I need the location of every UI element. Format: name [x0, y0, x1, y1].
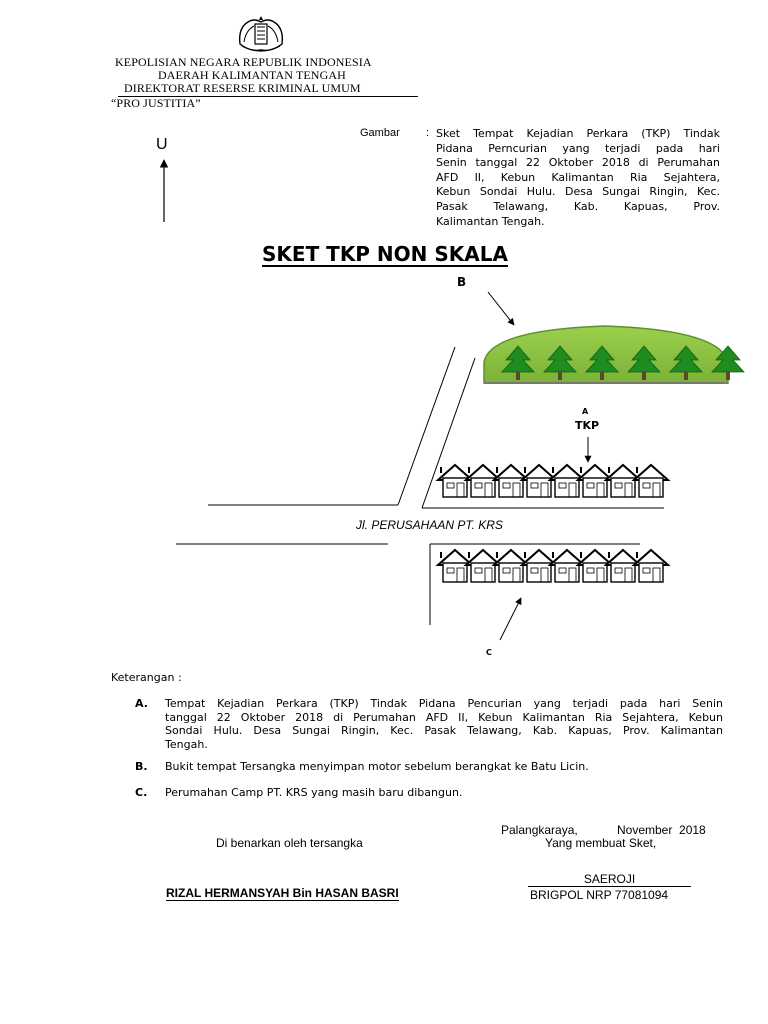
label-a: A	[582, 407, 589, 416]
gambar-line: Senin tanggal 22 Oktober 2018 di Perumahan	[436, 156, 720, 170]
sketch-title: SKET TKP NON SKALA	[262, 242, 508, 266]
item-text-c: Perumahan Camp PT. KRS yang masih baru dibangun.	[165, 786, 463, 799]
label-b: B	[457, 275, 467, 289]
arrow-b	[488, 292, 514, 325]
item-text-a	[165, 697, 723, 751]
header-line-1: KEPOLISIAN NEGARA REPUBLIK INDONESIA	[115, 55, 372, 69]
road-label: Jl. PERUSAHAAN PT. KRS	[356, 518, 503, 532]
item-line: Tempat Kejadian Perkara (TKP) Tindak Pidana Pencurian yang terjadi pada hari Senin	[165, 697, 723, 710]
item-line: Tengah.	[165, 737, 208, 751]
item-text-b: Bukit tempat Tersangka menyimpan motor sebelum berangkat ke Batu Licin.	[165, 760, 589, 773]
sign-right-rank: BRIGPOL NRP 77081094	[530, 888, 669, 902]
header-line-3: DIREKTORAT RESERSE KRIMINAL UMUM	[118, 81, 418, 97]
gambar-line: Pidana Perncurian yang terjadi pada hari	[436, 141, 720, 155]
sign-place: Palangkaraya,	[501, 823, 578, 837]
sign-left-caption: Di benarkan oleh tersangka	[216, 836, 363, 850]
item-line: tanggal 22 Oktober 2018 di Perumahan AFD II, Kebun Kalimantan Ria Sejahtera, Kebun	[165, 710, 723, 724]
item-letter-a: A.	[135, 697, 148, 710]
header-line-2: DAERAH KALIMANTAN TENGAH	[158, 68, 346, 82]
gambar-line: Sket Tempat Kejadian Perkara (TKP) Tindak	[436, 127, 720, 140]
arrow-c	[500, 598, 521, 640]
item-line: Sondai Hulu. Desa Sungai Ringin, Kec. Pasak Telawang, Kab. Kapuas, Prov. Kalimantan	[165, 724, 723, 737]
gambar-line: Kebun Sondai Hulu. Desa Sungai Ringin, Kec.	[436, 185, 720, 199]
gambar-line: AFD II, Kebun Kalimantan Ria Sejahtera,	[436, 170, 720, 184]
north-label: U	[156, 136, 168, 153]
sign-right-caption: Yang membuat Sket,	[545, 836, 657, 850]
label-c: C	[486, 648, 492, 657]
gambar-line: Pasak Telawang, Kab. Kapuas, Prov.	[436, 199, 720, 213]
sign-left-name: RIZAL HERMANSYAH Bin HASAN BASRI	[166, 886, 399, 900]
gambar-colon: :	[426, 127, 430, 139]
item-letter-c: C.	[135, 786, 148, 799]
keterangan-label: Keterangan :	[111, 671, 182, 684]
house-icon	[634, 465, 668, 497]
gambar-label: Gambar	[360, 127, 400, 139]
label-tkp: TKP	[575, 419, 600, 432]
header-line-4: “PRO JUSTITIA”	[111, 96, 201, 110]
gambar-line: Kalimantan Tengah.	[436, 214, 545, 228]
item-letter-b: B.	[135, 760, 148, 773]
house-icon	[634, 550, 668, 582]
sign-right-name: SAEROJI	[528, 872, 691, 887]
sign-date: November 2018	[617, 823, 706, 837]
